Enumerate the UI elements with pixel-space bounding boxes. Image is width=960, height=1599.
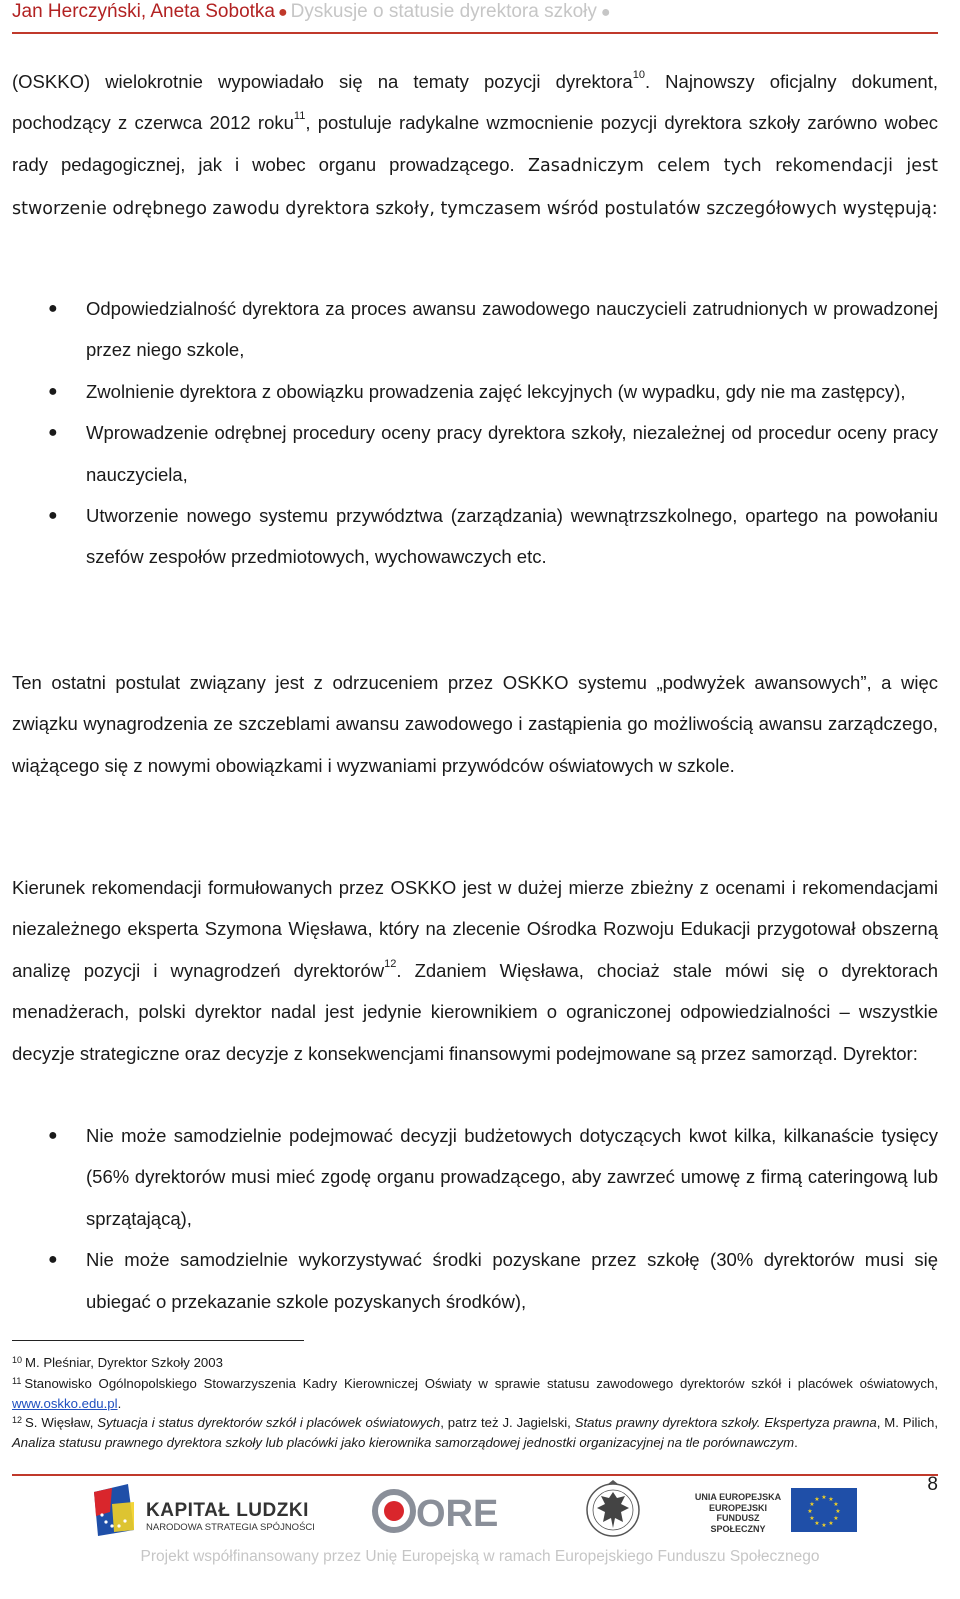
eu-efs-logo xyxy=(688,1488,858,1534)
footnote-separator xyxy=(12,1340,304,1341)
kapital-ludzki-title: KAPITAŁ LUDZKI xyxy=(146,1500,309,1521)
footnote-text: Stanowisko Ogólnopolskiego Stowarzyszenia Kadry Kierowniczej Oświaty w sprawie statusu zawodowego dyrektorów szkół i placówek oświatowych, xyxy=(24,1376,938,1391)
footnote-number: 12 xyxy=(12,1415,23,1425)
bullet-icon: ● xyxy=(48,507,58,525)
eu-line-1: UNIA EUROPEJSKA xyxy=(694,1492,782,1502)
svg-text:★: ★ xyxy=(807,1508,813,1515)
bullet-icon: ● xyxy=(48,424,58,442)
svg-text:★: ★ xyxy=(828,1520,834,1527)
paragraph-2: Ten ostatni postulat związany jest z odrzuceniem przez OSKKO systemu „podwyżek awansowych”, a więc związku wynagrodzenia ze szczeblami awansu zawodowego i zastąpienia go możliwością awansu zarządczego, wiążącego się z nowymi obowiązkami i wyzwaniami przywódców oświatowych w szkole. xyxy=(12,672,938,776)
footnote-title: Analiza statusu prawnego dyrektora szkoły lub placówki jako kierownika samorządowej jednostki organizacyjnej na tle porównawczym xyxy=(12,1435,795,1450)
svg-text:★: ★ xyxy=(821,1522,827,1529)
bullet-icon: ● xyxy=(48,382,58,400)
footnote-text: S. Więsław, xyxy=(25,1415,98,1430)
footnote-ref-10[interactable]: 10 xyxy=(632,69,645,81)
svg-text:★: ★ xyxy=(833,1501,839,1508)
footnote-text: , patrz też J. Jagielski, xyxy=(440,1415,575,1430)
footer-logos xyxy=(0,1476,960,1546)
header-bullet-icon: ● xyxy=(277,4,288,21)
paragraph-text: Zasadniczym celem tych rekomendacji jest stworzenie odrębnego zawodu dyrektora szkoły, tymczasem wśród postulatów szczegółowych występują: xyxy=(12,155,938,220)
footer-funding-note: Projekt współfinansowany przez Unię Europejską w ramach Europejskiego Funduszu Społecznego xyxy=(140,1548,820,1565)
footnote-text: , M. Pilich, xyxy=(876,1415,938,1430)
svg-text:★: ★ xyxy=(809,1501,815,1508)
eu-flag-icon xyxy=(791,1488,857,1532)
paragraph-text: . Zdaniem Więsława, chociaż stale mówi się o dyrektorach menadżerach, polski dyrektor nadal jest jedynie kierownikiem o ograniczonej odpowiedzialności – wszystkie decyzje strategiczne oraz decyzje z konsekwencjami finansowymi podejmowane są przez samorząd. Dyrektor: xyxy=(12,959,938,1064)
eu-logo-text xyxy=(688,1488,788,1534)
footnote-number: 10 xyxy=(12,1355,23,1365)
kapital-ludzki-emblem-icon xyxy=(92,1482,136,1538)
footnote-title: Status prawny dyrektora szkoły. Ekspertyza prawna xyxy=(574,1415,877,1430)
footnote-11 xyxy=(12,1374,938,1414)
paragraph-text: Kierunek rekomendacji formułowanych przez OSKKO jest w dużej mierze zbieżny z ocenami i rekomendacjami niezależnego eksperta Szymona Więsława, który na zlecenie Ośrodka Rozwoju Edukacji przygotował obszerną analizę pozycji i wynagrodzeń dyrektorów xyxy=(12,877,938,981)
svg-text:★: ★ xyxy=(828,1496,834,1503)
list-item xyxy=(12,371,938,412)
ore-logo-text: ORE xyxy=(416,1493,499,1535)
paragraph-text: . Najnowszy oficjalny dokument, pochodzący z czerwca 2012 roku xyxy=(12,71,938,134)
list-item xyxy=(12,412,938,495)
list-item xyxy=(12,1239,938,1322)
footnote-number: 11 xyxy=(12,1376,22,1386)
footnote-12 xyxy=(12,1413,938,1453)
eagle-seal-icon xyxy=(585,1478,641,1540)
kapital-ludzki-logo xyxy=(92,1478,315,1540)
footnote-ref-12[interactable]: 12 xyxy=(384,957,397,970)
svg-text:★: ★ xyxy=(821,1494,827,1501)
footnote-text: . xyxy=(794,1435,798,1450)
footnote-title: Sytuacja i status dyrektorów szkół i placówek oświatowych xyxy=(97,1415,441,1430)
paragraph-3 xyxy=(12,867,938,1074)
kapital-ludzki-subtitle: NARODOWA STRATEGIA SPÓJNOŚCI xyxy=(146,1522,315,1533)
list-item-text: Utworzenie nowego systemu przywództwa (zarządzania) wewnątrzszkolnego, opartego na powołaniu szefów zespołów przedmiotowych, wychowawczych etc. xyxy=(86,505,938,568)
running-header xyxy=(12,0,938,34)
ore-logo xyxy=(372,1488,499,1535)
list-item xyxy=(12,495,938,578)
header-bullet-icon: ● xyxy=(600,4,611,21)
svg-text:★: ★ xyxy=(833,1515,839,1522)
page-number: 8 xyxy=(927,1474,938,1495)
eu-line-2: EUROPEJSKI xyxy=(708,1502,768,1513)
svg-text:★: ★ xyxy=(835,1508,841,1515)
bullet-icon: ● xyxy=(48,1127,58,1144)
footnote-10 xyxy=(12,1353,938,1373)
eu-line-3: FUNDUSZ SPOŁECZNY xyxy=(710,1513,766,1534)
footnote-ref-11[interactable]: 11 xyxy=(293,110,306,123)
oskko-link[interactable]: www.oskko.edu.pl xyxy=(12,1396,118,1411)
header-title: Dyskusje o statusie dyrektora szkoły xyxy=(290,1,597,22)
header-authors: Jan Herczyński, Aneta Sobotka xyxy=(12,1,275,22)
bullet-icon: ● xyxy=(48,1251,58,1269)
list-item-text: Odpowiedzialność dyrektora za proces awansu zawodowego nauczycieli zatrudnionych w prowadzonej przez niego szkole, xyxy=(86,298,938,361)
director-limits-list xyxy=(12,1115,938,1322)
bullet-icon: ● xyxy=(48,300,58,317)
svg-text:★: ★ xyxy=(814,1496,820,1503)
footnote-text: M. Pleśniar, Dyrektor Szkoły 2003 xyxy=(25,1355,223,1370)
paragraph-text: (OSKKO) wielokrotnie wypowiadało się na tematy pozycji dyrektora xyxy=(12,71,633,92)
footnote-text: . xyxy=(117,1396,122,1411)
university-warsaw-seal xyxy=(585,1478,641,1540)
paragraph-1 xyxy=(12,61,938,231)
list-item-text: Zwolnienie dyrektora z obowiązku prowadzenia zajęć lekcyjnych (w wypadku, gdy nie ma zastępcy), xyxy=(86,380,906,402)
list-item-text: Nie może samodzielnie wykorzystywać środki pozyskane przez szkołę (30% dyrektorów musi się ubiegać o przekazanie szkole pozyskanych środków), xyxy=(86,1249,938,1312)
list-item-text: Nie może samodzielnie podejmować decyzji budżetowych dotyczących kwot kilka, kilkanaście tysięcy (56% dyrektorów musi mieć zgodę organu prowadzącego, aby zawrzeć umowę z firmą cateringową lub sprzątającą), xyxy=(86,1125,938,1229)
svg-text:★: ★ xyxy=(814,1520,820,1527)
postulates-list xyxy=(12,288,938,578)
list-item-text: Wprowadzenie odrębnej procedury oceny pracy dyrektora szkoły, niezależnej od procedur oceny pracy nauczyciela, xyxy=(86,422,938,485)
svg-text:★: ★ xyxy=(809,1515,815,1522)
list-item xyxy=(12,288,938,371)
list-item xyxy=(12,1115,938,1239)
ore-logo-icon xyxy=(372,1488,499,1535)
paragraph-text: , postuluje radykalne wzmocnienie pozycji dyrektora szkoły zarówno wobec rady pedagogicznej, jak i wobec organu prowadzącego. xyxy=(12,112,938,175)
